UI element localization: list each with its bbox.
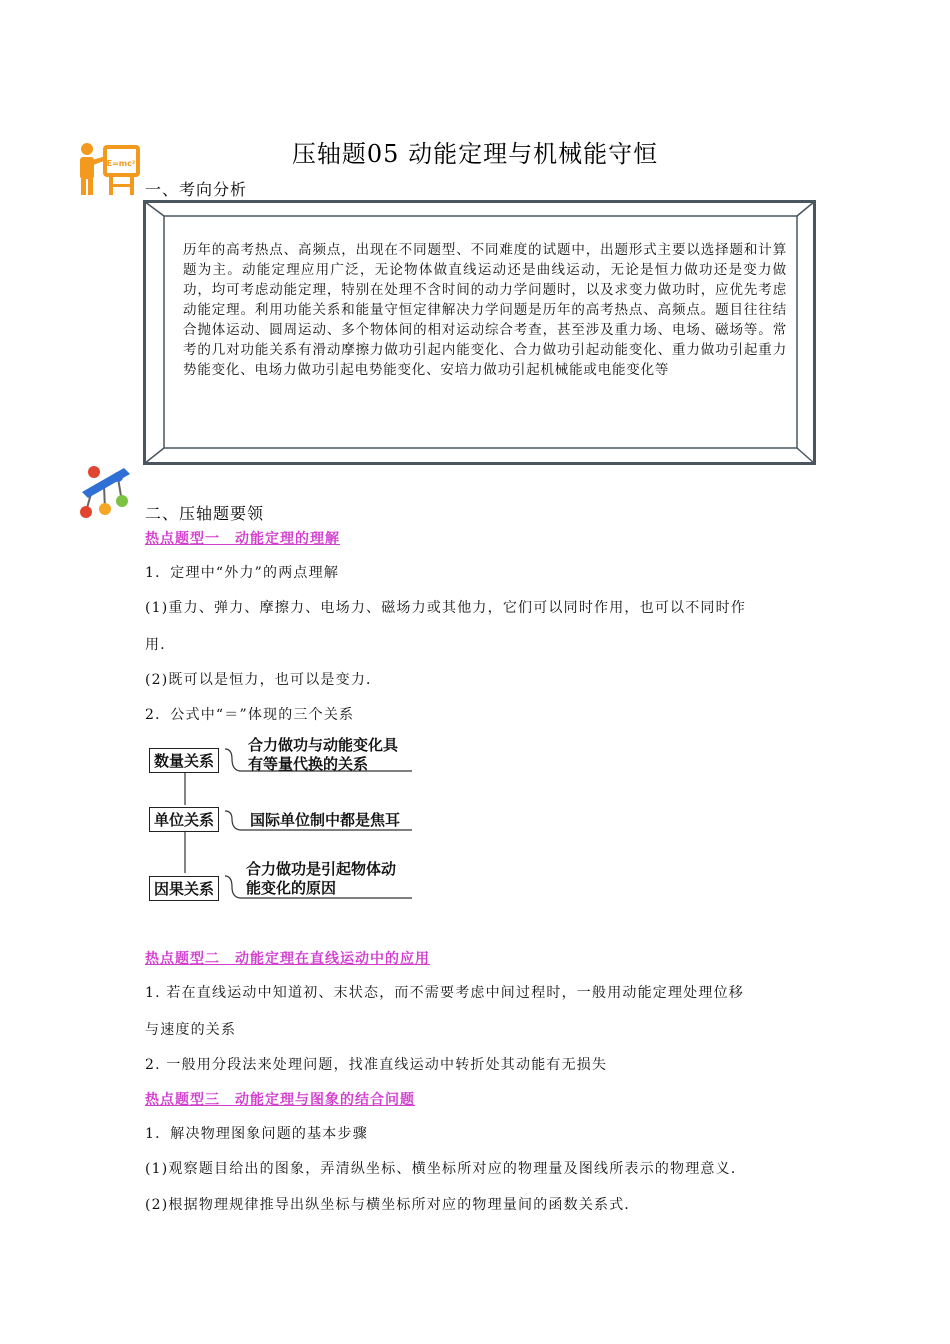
hot-type-2-title: 热点题型二 动能定理在直线运动中的应用 <box>145 951 430 967</box>
section-heading-key-points: 二、压轴题要领 <box>145 504 265 523</box>
paragraph: (2)根据物理规律推导出纵坐标与横坐标所对应的物理量间的函数关系式． <box>145 1197 640 1213</box>
paragraph: 1．定理中“外力”的两点理解 <box>145 565 340 581</box>
paragraph: (2)既可以是恒力，也可以是变力． <box>145 672 382 688</box>
paragraph: 1．解决物理图象问题的基本步骤 <box>145 1126 368 1142</box>
paragraph: 1. 若在直线运动中知道初、末状态，而不需要考虑中间过程时，一般用动能定理处理位移 <box>145 985 745 1001</box>
relation-label-unit: 单位关系 <box>149 807 219 832</box>
relation-desc-unit: 国际单位制中都是焦耳 <box>250 811 401 829</box>
svg-text:E=mc²: E=mc² <box>106 159 136 168</box>
paragraph: (1)重力、弹力、摩擦力、电场力、磁场力或其他力，它们可以同时作用，也可以不同时作 <box>145 600 747 616</box>
paragraph: 用． <box>145 637 176 653</box>
relation-desc-cause: 合力做功是引起物体动 能变化的原因 <box>246 860 397 897</box>
relation-label-cause: 因果关系 <box>149 876 219 901</box>
paragraph: 2．公式中“＝”体现的三个关系 <box>145 707 355 723</box>
section-heading-analysis: 一、考向分析 <box>145 180 248 199</box>
relation-diagram <box>140 735 420 905</box>
paragraph: 2. 一般用分段法来处理问题，找准直线运动中转折处其动能有无损失 <box>145 1057 608 1073</box>
paragraph: 与速度的关系 <box>145 1022 237 1038</box>
relation-desc-quantity: 合力做功与动能变化具 有等量代换的关系 <box>248 736 399 773</box>
relation-label-quantity: 数量关系 <box>149 748 219 773</box>
hot-type-3-title: 热点题型三 动能定理与图象的结合问题 <box>145 1092 415 1108</box>
analysis-text: 历年的高考热点、高频点，出现在不同题型、不同难度的试题中，出题形式主要以选择题和计算题为主。动能定理应用广泛，无论物体做直线运动还是曲线运动，无论是恒力做功还是变力做功，均可考虑动能定理，特别在处理不含时间的动力学问题时，以及求变力做功时，应优先考虑动能定理。利用功能关系和能量守恒定律解决力学问题是历年的高考热点、高频点。题目往往结合抛体运动、圆周运动、多个物体间的相对运动综合考查，甚至涉及重力场、电场、磁场等。常考的几对功能关系有滑动摩擦力做功引起内能变化、合力做功引起动能变化、重力做功引起重力势能变化、电场力做功引起电势能变化、安培力做功引起机械能或电能变化等 <box>183 242 787 378</box>
paragraph: (1)观察题目给出的图象，弄清纵坐标、横坐标所对应的物理量及图线所表示的物理意义． <box>145 1161 747 1177</box>
hot-type-1-title: 热点题型一 动能定理的理解 <box>145 531 340 547</box>
page-title: 压轴题05 动能定理与机械能守恒 <box>291 140 659 168</box>
molecule-model-icon <box>78 462 138 520</box>
teacher-blackboard-icon <box>78 140 140 196</box>
